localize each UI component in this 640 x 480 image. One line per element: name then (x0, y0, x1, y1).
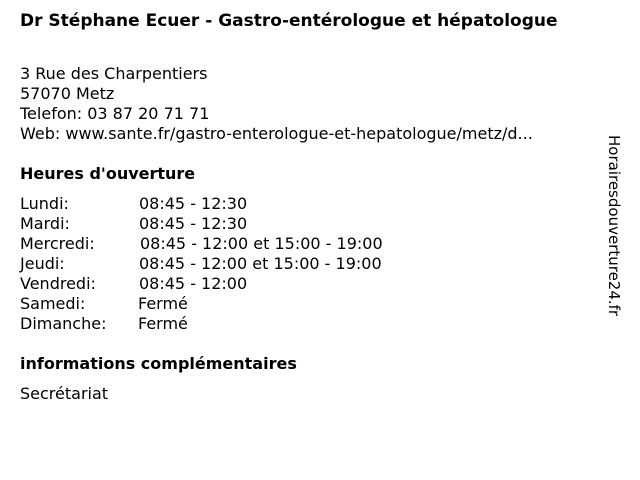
page-title: Dr Stéphane Ecuer - Gastro-entérologue et hépatologue (20, 11, 558, 31)
hours-row-mercredi (20, 234, 383, 254)
address-block (20, 64, 610, 144)
hours-row-dimanche (20, 314, 383, 334)
hours-row-jeudi (20, 254, 383, 274)
time-value: 08:45 - 12:00 et 15:00 - 19:00 (139, 254, 382, 273)
day-label: Mercredi: (20, 234, 95, 253)
time-value: Fermé (138, 294, 188, 313)
site-watermark: Horairesdouverture24.fr (605, 135, 623, 317)
hours-row-mardi (20, 214, 383, 234)
additional-info-text: Secrétariat (20, 384, 109, 403)
time-value: 08:45 - 12:00 (139, 274, 248, 293)
time-value: 08:45 - 12:30 (139, 194, 248, 213)
time-value: 08:45 - 12:00 et 15:00 - 19:00 (140, 234, 383, 253)
day-label: Samedi: (20, 294, 86, 313)
opening-hours-heading: Heures d'ouverture (20, 164, 196, 183)
phone: Telefon: 03 87 20 71 71 (20, 104, 210, 123)
hours-row-samedi (20, 294, 383, 314)
day-label: Mardi: (20, 214, 70, 233)
day-label: Jeudi: (20, 254, 65, 273)
additional-info-heading: informations complémentaires (20, 354, 297, 373)
opening-hours-list (20, 194, 383, 334)
website: Web: www.sante.fr/gastro-enterologue-et-hepatologue/metz/d... (20, 124, 533, 143)
day-label: Vendredi: (20, 274, 96, 293)
time-value: 08:45 - 12:30 (139, 214, 248, 233)
hours-row-lundi (20, 194, 383, 214)
hours-row-vendredi (20, 274, 383, 294)
day-label: Dimanche: (20, 314, 107, 333)
time-value: Fermé (138, 314, 188, 333)
day-label: Lundi: (20, 194, 69, 213)
street-address: 3 Rue des Charpentiers (20, 64, 208, 83)
city: 57070 Metz (20, 84, 115, 103)
